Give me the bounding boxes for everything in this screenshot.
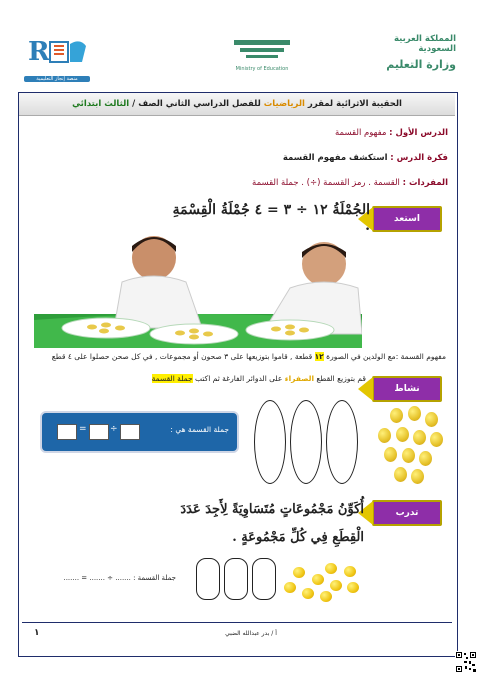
yellow-piece: [411, 469, 424, 484]
platform-logo-caption: منصة إنجاز التعليمية: [24, 76, 90, 82]
concept-description: [34, 352, 446, 361]
division-sentence: الجُمْلَةُ ١٢ ÷ ٣ = ٤ جُمْلَةُ الْقِسْمَةِ .: [172, 202, 370, 234]
ministry-title: وزارة التعليم: [386, 58, 456, 71]
instruction-highlight: جملة القسمة: [151, 374, 193, 383]
practice-piece: [347, 582, 359, 593]
yellow-piece: [384, 447, 397, 462]
practice-piece: [330, 580, 342, 591]
equation-blank-3[interactable]: [57, 424, 77, 440]
practice-piece: [344, 566, 356, 577]
prepare-button[interactable]: استعد: [372, 206, 442, 232]
yellow-piece: [396, 427, 409, 442]
practice-sentence-label: جملة القسمة :: [133, 574, 176, 582]
kingdom-title: المملكة العربية السعودية: [393, 34, 456, 54]
lesson-title: مفهوم القسمة: [335, 128, 387, 138]
yellow-piece: [402, 448, 415, 463]
author-name: أ / بدر عبدالله الضبي: [225, 630, 277, 637]
lesson-title-label: الدرس الأول :: [389, 128, 448, 138]
banner-text: الحقيبة الاثرائية لمقرر: [307, 99, 402, 109]
description-number: ١٢: [314, 352, 324, 361]
equation-label: جملة القسمة هي :: [170, 425, 229, 434]
lesson-title-line: [200, 128, 448, 138]
practice-piece: [302, 588, 314, 599]
lesson-idea-label: فكرة الدرس :: [390, 153, 448, 163]
practice-group-2[interactable]: [224, 558, 248, 600]
yellow-piece: [394, 467, 407, 482]
equation-blank-1[interactable]: [120, 424, 140, 440]
practice-piece: [284, 582, 296, 593]
banner-grade-label: الصف /: [132, 99, 163, 109]
banner-grade: الثالث ابتدائي: [72, 99, 130, 109]
ministry-logo-right: [360, 34, 456, 80]
instruction-yellow-word: الصفراء: [284, 374, 315, 383]
boys-dividing-illustration: [34, 224, 362, 348]
yellow-piece: [390, 408, 403, 423]
group-oval-2[interactable]: [290, 400, 322, 484]
header-banner: [19, 93, 455, 116]
practice-text-line1: أُكَوِّنُ مَجْمُوعَاتٍ مُتَسَاوِيَةً لِأَجِدَ عَدَدَ: [180, 502, 364, 517]
yellow-piece: [430, 432, 443, 447]
page-number: ١: [34, 628, 40, 638]
instruction-part1: قم بتوزيع القطع: [316, 374, 366, 383]
lesson-vocab-label: المفردات :: [402, 178, 448, 188]
practice-piece: [312, 574, 324, 585]
practice-text-line2: الْقِطَعِ فِي كُلِّ مَجْمُوعَةٍ .: [232, 530, 364, 545]
footer-rule: [22, 622, 452, 623]
divide-sign: ÷: [110, 424, 118, 434]
group-oval-1[interactable]: [254, 400, 286, 484]
practice-group-3[interactable]: [252, 558, 276, 600]
activity-instruction: [110, 374, 366, 383]
banner-semester: للفصل الدراسي الثاني: [165, 99, 261, 109]
ministry-english-caption: Ministry of Education: [235, 66, 289, 72]
group-oval-3[interactable]: [326, 400, 358, 484]
activity-button[interactable]: نشاط: [372, 376, 442, 402]
yellow-piece: [378, 428, 391, 443]
ministry-logo-center: [226, 36, 298, 78]
yellow-piece: [408, 406, 421, 421]
equation-blank-2[interactable]: [89, 424, 109, 440]
practice-sentence: [38, 574, 176, 582]
description-part2: قطعة , قاموا بتوزيعها على ٣ صحون أو مجموعات , في كل صحن حصلوا على ٤ قطع: [51, 352, 313, 361]
svg-text:R: R: [28, 37, 50, 67]
yellow-piece: [425, 412, 438, 427]
description-part1: مفهوم القسمة :مع الولدين في الصورة: [326, 352, 446, 361]
banner-subject: الرياضيات: [263, 99, 305, 109]
practice-piece: [293, 567, 305, 578]
practice-button[interactable]: تدرب: [372, 500, 442, 526]
lesson-vocab-line: [160, 178, 448, 188]
equals-sign: =: [79, 424, 87, 434]
yellow-piece: [419, 451, 432, 466]
platform-logo: [24, 32, 90, 86]
lesson-idea-line: [200, 153, 448, 163]
practice-piece: [325, 563, 337, 574]
practice-piece: [320, 591, 332, 602]
instruction-part2: على الدوائر الفارغة ثم اكتب: [195, 374, 283, 383]
practice-sentence-blank[interactable]: ....... ÷ ....... = .......: [63, 574, 131, 582]
qr-code[interactable]: [455, 651, 477, 673]
lesson-vocab: القسمة . رمز القسمة (÷) . جملة القسمة: [252, 178, 400, 188]
lesson-idea: استكشف مفهوم القسمة: [282, 153, 388, 163]
yellow-piece: [413, 430, 426, 445]
practice-group-1[interactable]: [196, 558, 220, 600]
